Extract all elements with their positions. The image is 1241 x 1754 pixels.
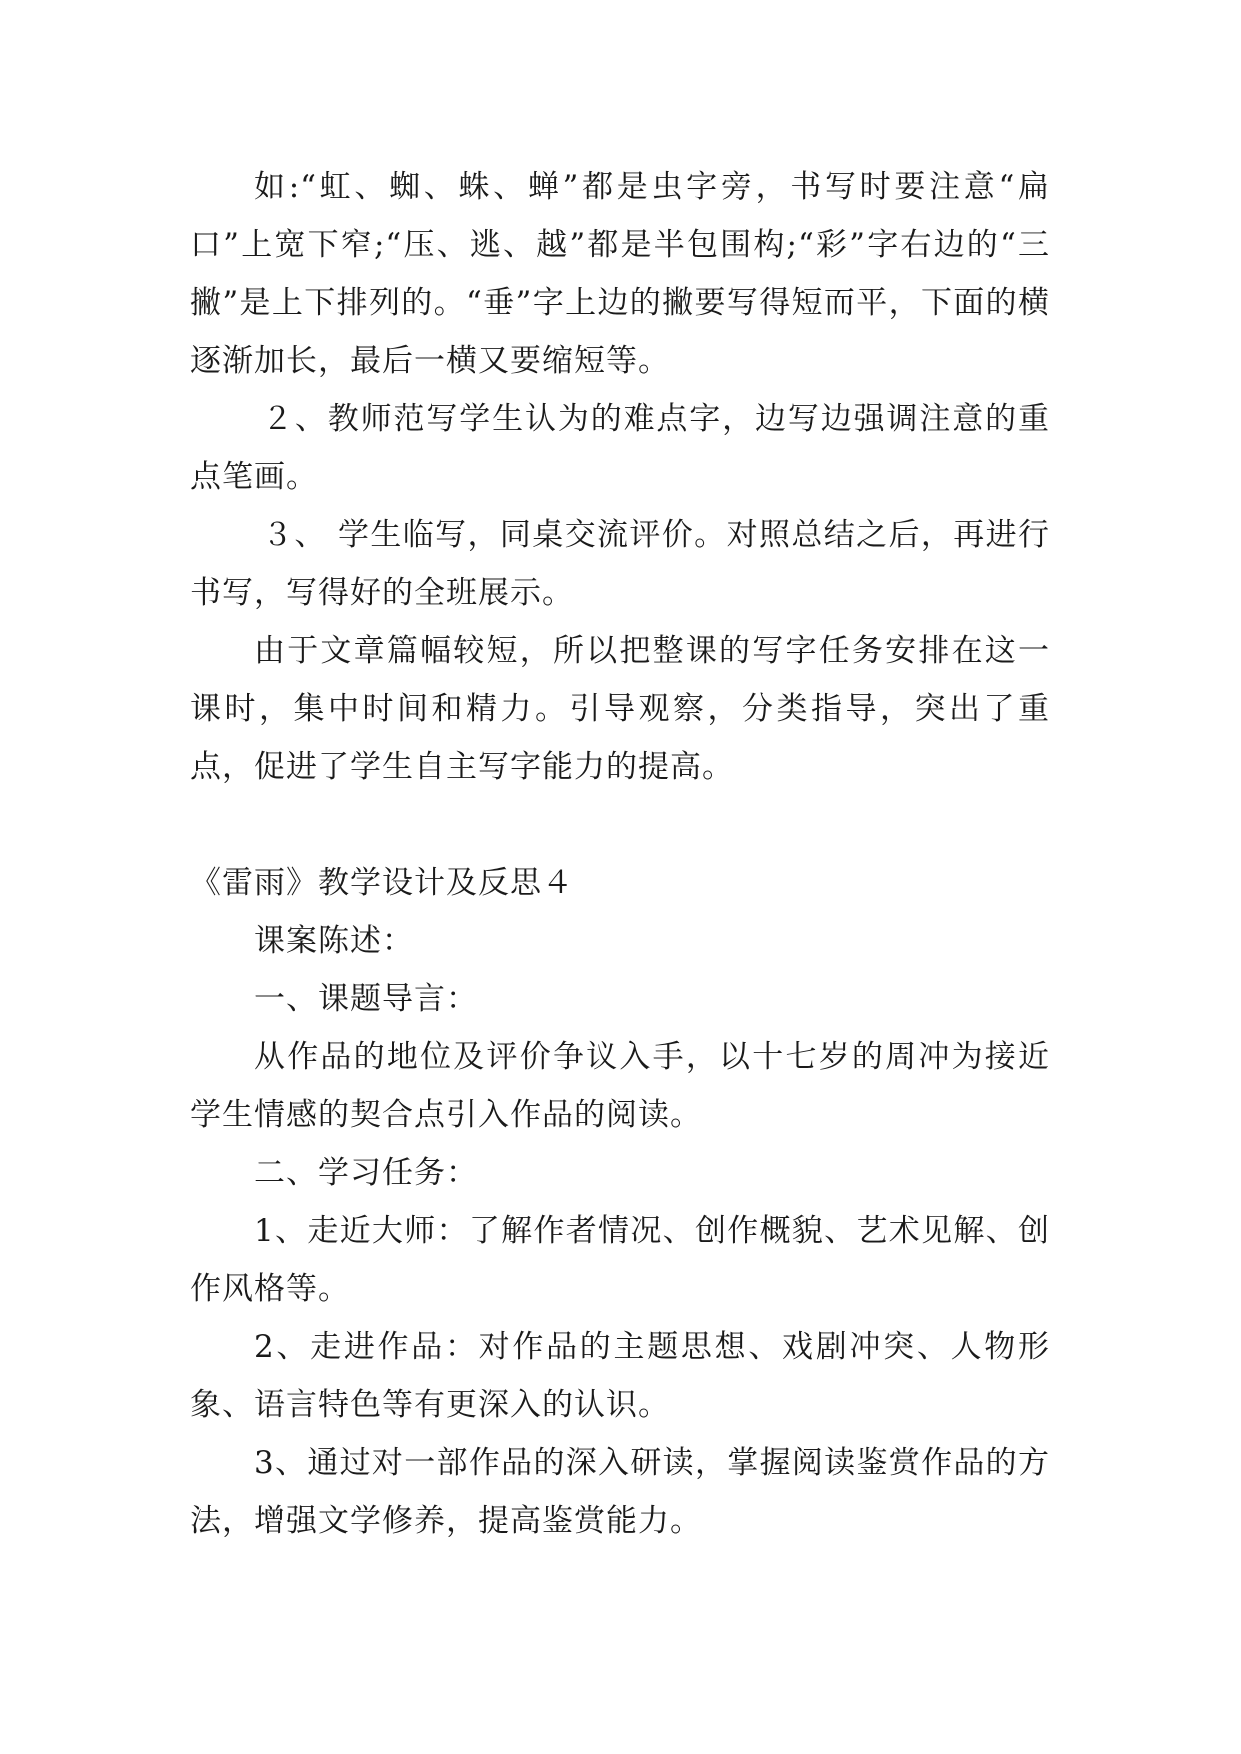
paragraph-introduction-heading: 一、课题导言： [254,981,478,1017]
paragraph-tasks-heading: 二、学习任务： [254,1155,478,1191]
paragraph-writing-tips: 如:“虹、蜘、蛛、蝉”都是虫字旁，书写时要注意“扁口”上宽下窄;“压、逃、越”都是半包围构;“彩”字右边的“三撇”是上下排列的。“垂”字上边的撇要写得短而平，下面的横逐渐加长，最后一横又要缩短等。 [190,169,1050,379]
paragraph-reflection: 由于文章篇幅较短，所以把整课的写字任务安排在这一课时，集中时间和精力。引导观察，分类指导，突出了重点，促进了学生自主写字能力的提高。 [190,633,1050,785]
paragraph-introduction: 从作品的地位及评价争议入手，以十七岁的周冲为接近学生情感的契合点引入作品的阅读。 [190,1039,1050,1133]
paragraph-task-2: 2、走进作品：对作品的主题思想、戏剧冲突、人物形象、语言特色等有更深入的认识。 [190,1329,1050,1423]
paragraph-step-3: ３、 学生临写，同桌交流评价。对照总结之后，再进行书写，写得好的全班展示。 [190,517,1050,611]
section-spacer [190,796,1050,854]
paragraph-task-1: 1、走近大师：了解作者情况、创作概貌、艺术见解、创作风格等。 [190,1213,1050,1307]
paragraph-task-3: 3、通过对一部作品的深入研读，掌握阅读鉴赏作品的方法，增强文学修养，提高鉴赏能力。 [190,1445,1050,1539]
paragraph-step-2: ２、教师范写学生认为的难点字，边写边强调注意的重点笔画。 [190,401,1050,495]
paragraph-lesson-statement: 课案陈述： [254,923,414,959]
section-title: 《雷雨》教学设计及反思４ [190,865,574,901]
document-body [190,158,1050,1550]
